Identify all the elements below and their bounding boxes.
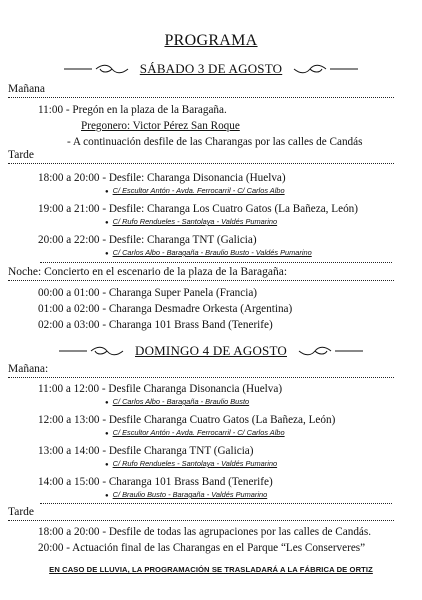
bullet-icon: ● [105, 400, 109, 406]
bullet-icon: ● [105, 220, 109, 226]
day2-manana-event-2: 12:00 a 13:00 - Desfile Charanga Cuatro Gatos (La Bañeza, León) [38, 414, 336, 426]
day1-event-pregon: 11:00 - Pregón en la plaza de la Baragaña. [38, 104, 227, 116]
day2-manana-route-2: ● C/ Escultor Antón - Avda. Ferrocarril - C/ Carlos Albo [105, 428, 285, 437]
day1-heading-row [0, 60, 422, 78]
day2-manana-route-4: ● C/ Braulio Busto - Baragaña - Valdés Pumarino [105, 490, 268, 499]
day1-event-desfile: - A continuación desfile de las Charangas por las calles de Candás [67, 136, 363, 148]
day2-tarde-event-2: 20:00 - Actuación final de las Charangas en el Parque “Les Conserveres” [38, 542, 366, 554]
day2-manana-event-1: 11:00 a 12:00 - Desfile Charanga Disonancia (Huelva) [38, 383, 283, 395]
day1-tarde-label: Tarde [8, 148, 394, 164]
day1-tarde-route-3: ● C/ Carlos Albo - Baragaña - Braulio Busto - Valdés Pumarino [105, 248, 312, 257]
day1-tarde-route-2: ● C/ Rufo Rendueles - Santolaya - Valdés Pumarino [105, 217, 278, 226]
day2-heading-row [0, 342, 422, 360]
day1-noche-event-2: 01:00 a 02:00 - Charanga Desmadre Orkesta (Argentina) [38, 303, 293, 315]
left-flourish-icon [57, 345, 125, 357]
day1-tarde-event-3: 20:00 a 22:00 - Desfile: Charanga TNT (Galicia) [38, 234, 257, 246]
bullet-icon: ● [105, 493, 109, 499]
left-flourish-icon [62, 63, 130, 75]
day1-tarde-event-2: 19:00 a 21:00 - Desfile: Charanga Los Cuatro Gatos (La Bañeza, León) [38, 203, 358, 215]
day1-manana-label: Mañana [8, 82, 394, 98]
day1-pregonero: Pregonero: Victor Pérez San Roque [81, 120, 240, 132]
day2-manana-route-3: ● C/ Rufo Rendueles - Santolaya - Valdés Pumarino [105, 459, 278, 468]
divider [40, 262, 392, 263]
bullet-icon: ● [105, 251, 109, 257]
bullet-icon: ● [105, 431, 109, 437]
day2-heading: DOMINGO 4 DE AGOSTO [135, 343, 287, 359]
day1-noche-label: Noche: Concierto en el escenario de la plaza de la Baragaña: [8, 265, 394, 281]
day1-noche-event-3: 02:00 a 03:00 - Charanga 101 Brass Band (Tenerife) [38, 319, 273, 331]
day1-tarde-route-1: ● C/ Escultor Antón - Avda. Ferrocarril - C/ Carlos Albo [105, 186, 285, 195]
bullet-icon: ● [105, 189, 109, 195]
day2-manana-event-3: 13:00 a 14:00 - Desfile Charanga TNT (Galicia) [38, 445, 254, 457]
page-title: PROGRAMA [164, 32, 258, 49]
day1-heading: SÁBADO 3 DE AGOSTO [139, 61, 283, 77]
day2-manana-route-1: ● C/ Carlos Albo - Baragaña - Braulio Busto [105, 397, 250, 406]
right-flourish-icon [297, 345, 365, 357]
day1-tarde-event-1: 18:00 a 20:00 - Desfile: Charanga Disonancia (Huelva) [38, 172, 286, 184]
day2-manana-label: Mañana: [8, 362, 394, 378]
right-flourish-icon [292, 63, 360, 75]
divider [40, 503, 392, 504]
day2-tarde-label: Tarde [8, 505, 394, 521]
day2-tarde-event-1: 18:00 a 20:00 - Desfile de todas las agrupaciones por las calles de Candás. [38, 526, 372, 538]
day1-noche-event-1: 00:00 a 01:00 - Charanga Super Panela (Francia) [38, 287, 258, 299]
rain-notice: EN CASO DE LLUVIA, LA PROGRAMACIÓN SE TRASLADARÁ A LA FÁBRICA DE ORTIZ [49, 565, 373, 574]
bullet-icon: ● [105, 462, 109, 468]
day2-manana-event-4: 14:00 a 15:00 - Charanga 101 Brass Band (Tenerife) [38, 476, 273, 488]
